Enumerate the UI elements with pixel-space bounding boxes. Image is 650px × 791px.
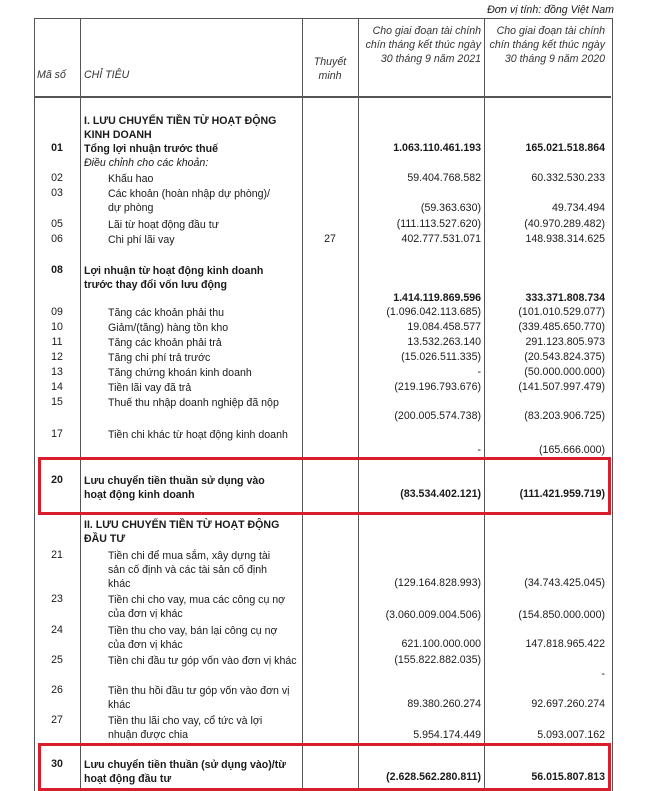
value-2021: 1.414.119.869.596 bbox=[393, 292, 481, 304]
row-label: Tiền chi khác từ hoạt động kinh doanh bbox=[108, 429, 288, 441]
row-label: Thuế thu nhập doanh nghiệp đã nộp bbox=[108, 397, 279, 409]
value-2020: (20.543.824.375) bbox=[524, 351, 605, 363]
value-2021: (200.005.574.738) bbox=[394, 410, 481, 422]
column-divider bbox=[484, 18, 485, 790]
column-divider bbox=[358, 18, 359, 790]
row-label: Tăng các khoản phải trả bbox=[108, 337, 222, 349]
value-2021: 89.380.260.274 bbox=[407, 698, 481, 710]
value-2021: (59.363.630) bbox=[420, 202, 481, 214]
section-title-investing: II. LƯU CHUYỂN TIỀN TỪ HOẠT ĐỘNG ĐẦU TƯ bbox=[84, 519, 280, 545]
value-2021: (83.534.402.121) bbox=[400, 488, 481, 500]
value-2021: (219.196.793.676) bbox=[394, 381, 481, 393]
row-label: Tiền thu cho vay, bán lại công cụ nợ của đơn vị khác bbox=[108, 625, 278, 651]
row-label: Lợi nhuận từ hoạt động kinh doanh trước thay đổi vốn lưu động bbox=[84, 265, 264, 291]
value-2020: (101.010.529.077) bbox=[518, 306, 605, 318]
row-code: 30 bbox=[51, 758, 63, 770]
row-code: 26 bbox=[51, 684, 63, 696]
header-note: Thuyết minh bbox=[313, 56, 347, 82]
value-2021: 5.954.174.449 bbox=[413, 729, 481, 741]
section-title-operating: I. LƯU CHUYỂN TIỀN TỪ HOẠT ĐỘNG KINH DOANH bbox=[84, 115, 277, 141]
row-code: 14 bbox=[51, 381, 63, 393]
value-2020: - bbox=[601, 668, 605, 680]
value-2020: 148.938.314.625 bbox=[525, 233, 605, 245]
row-code: 03 bbox=[51, 187, 63, 199]
row-code: 11 bbox=[51, 336, 63, 348]
value-2021: 19.084.458.577 bbox=[407, 321, 481, 333]
row-label: Các khoản (hoàn nhập dự phòng)/ dự phòng bbox=[108, 188, 270, 214]
row-code: 05 bbox=[51, 218, 63, 230]
column-divider bbox=[302, 18, 303, 790]
value-2021: (2.628.562.280.811) bbox=[386, 771, 481, 783]
row-code: 09 bbox=[51, 306, 63, 318]
row-label: Tiền chi cho vay, mua các công cụ nợ của đơn vị khác bbox=[108, 594, 286, 620]
row-code: 20 bbox=[51, 474, 63, 486]
row-code: 13 bbox=[51, 366, 63, 378]
row-code: 15 bbox=[51, 396, 63, 408]
value-2021: 13.532.263.140 bbox=[407, 336, 481, 348]
row-label: Tăng chi phí trả trước bbox=[108, 352, 211, 364]
row-code: 06 bbox=[51, 233, 63, 245]
row-code: 23 bbox=[51, 593, 63, 605]
value-2020: (34.743.425.045) bbox=[524, 577, 605, 589]
value-2020: 92.697.260.274 bbox=[531, 698, 605, 710]
row-code: 01 bbox=[51, 142, 63, 154]
value-2021: (111.113.527.620) bbox=[396, 218, 481, 230]
row-label: Tăng các khoản phải thu bbox=[108, 307, 225, 319]
row-label: Giảm/(tăng) hàng tồn kho bbox=[108, 322, 229, 334]
row-code: 24 bbox=[51, 624, 63, 636]
row-label: Tăng chứng khoán kinh doanh bbox=[108, 367, 252, 379]
value-2020: 165.021.518.864 bbox=[525, 142, 605, 154]
header-separator bbox=[34, 96, 611, 98]
row-label: Chi phí lãi vay bbox=[108, 234, 175, 246]
row-label: Khấu hao bbox=[108, 173, 154, 185]
adjustments-label: Điều chỉnh cho các khoản: bbox=[84, 157, 209, 169]
value-2021: - bbox=[477, 366, 481, 378]
value-2020: (111.421.959.719) bbox=[519, 488, 605, 500]
row-label: Tiền chi đầu tư góp vốn vào đơn vị khác bbox=[108, 655, 297, 667]
value-2021: 402.777.531.071 bbox=[401, 233, 481, 245]
value-2020: (154.850.000.000) bbox=[518, 609, 605, 621]
value-2021: 621.100.000.000 bbox=[401, 638, 481, 650]
value-2021: - bbox=[477, 444, 481, 456]
value-2021: 59.404.768.582 bbox=[407, 172, 481, 184]
row-code: 21 bbox=[51, 549, 63, 561]
value-2020: (165.666.000) bbox=[539, 444, 605, 456]
value-2021: (3.060.009.004.506) bbox=[385, 609, 481, 621]
value-2021: (155.822.882.035) bbox=[394, 654, 481, 666]
value-2020: (141.507.997.479) bbox=[518, 381, 605, 393]
row-code: 27 bbox=[51, 714, 63, 726]
value-2020: (50.000.000.000) bbox=[524, 366, 605, 378]
row-code: 02 bbox=[51, 172, 63, 184]
row-label: Tiền chi để mua sắm, xây dựng tài sản cố định và các tài sản cố định khác bbox=[108, 550, 271, 590]
row-label: Tiền thu lãi cho vay, cổ tức và lợi nhuận được chia bbox=[108, 715, 263, 741]
row-label: Lưu chuyển tiền thuần (sử dụng vào)/từ hoạt động đầu tư bbox=[84, 759, 286, 785]
value-2021: (1.096.042.113.685) bbox=[386, 306, 481, 318]
row-label: Lưu chuyển tiền thuần sử dụng vào hoạt động kinh doanh bbox=[84, 475, 265, 501]
value-2020: 60.332.530.233 bbox=[531, 172, 605, 184]
header-item: CHỈ TIÊU bbox=[84, 69, 130, 81]
currency-unit-note: Đơn vị tính: đồng Việt Nam bbox=[487, 4, 614, 16]
row-note: 27 bbox=[324, 233, 336, 245]
header-col-2021: Cho giai đoạn tài chính chín tháng kết thúc ngày 30 tháng 9 năm 2021 bbox=[365, 25, 481, 65]
value-2020: 49.734.494 bbox=[551, 202, 605, 214]
row-label: Tiền thu hồi đầu tư góp vốn vào đơn vị khác bbox=[108, 685, 290, 711]
row-label: Lãi từ hoạt động đầu tư bbox=[108, 219, 219, 231]
row-label: Tiền lãi vay đã trả bbox=[108, 382, 192, 394]
column-divider bbox=[80, 18, 81, 790]
header-code: Mã số bbox=[37, 69, 66, 81]
value-2020: 56.015.807.813 bbox=[531, 771, 605, 783]
value-2020: (40.970.289.482) bbox=[524, 218, 605, 230]
value-2020: (83.203.906.725) bbox=[524, 410, 605, 422]
row-code: 25 bbox=[51, 654, 63, 666]
value-2020: 291.123.805.973 bbox=[525, 336, 605, 348]
row-code: 12 bbox=[51, 351, 63, 363]
value-2021: (15.026.511.335) bbox=[401, 351, 481, 363]
value-2020: 333.371.808.734 bbox=[525, 292, 605, 304]
value-2021: 1.063.110.461.193 bbox=[393, 142, 481, 154]
value-2020: (339.485.650.770) bbox=[518, 321, 605, 333]
value-2021: (129.164.828.993) bbox=[394, 577, 481, 589]
value-2020: 147.818.965.422 bbox=[525, 638, 605, 650]
value-2020: 5.093.007.162 bbox=[537, 729, 605, 741]
row-code: 08 bbox=[51, 264, 63, 276]
header-col-2020: Cho giai đoạn tài chính chín tháng kết thúc ngày 30 tháng 9 năm 2020 bbox=[489, 25, 605, 65]
row-code: 17 bbox=[51, 428, 63, 440]
row-label: Tổng lợi nhuận trước thuế bbox=[84, 143, 218, 155]
row-code: 10 bbox=[51, 321, 63, 333]
